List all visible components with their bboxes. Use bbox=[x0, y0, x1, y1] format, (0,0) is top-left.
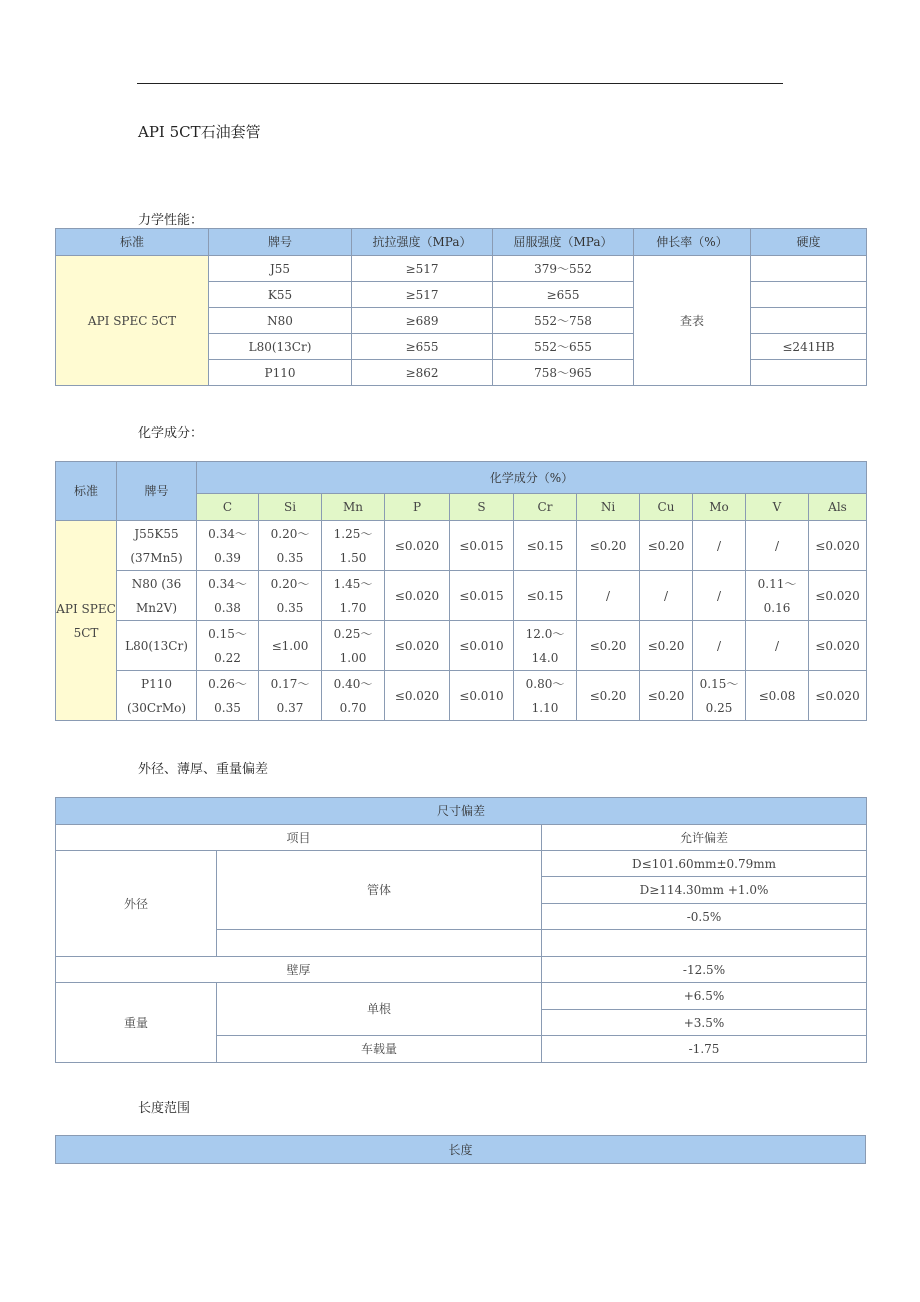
grade-cell: L80(13Cr) bbox=[117, 621, 197, 671]
carload-cell: 车载量 bbox=[217, 1036, 542, 1063]
composition-cell: ≤0.020 bbox=[809, 621, 867, 671]
element-header: C bbox=[197, 494, 259, 521]
section-length: 长度范围 bbox=[138, 1101, 191, 1116]
yield-cell: 552～655 bbox=[493, 334, 634, 360]
composition-cell: / bbox=[693, 621, 746, 671]
tolerance-cell: -12.5% bbox=[542, 957, 867, 983]
composition-cell: 0.15～ 0.22 bbox=[197, 621, 259, 671]
yield-cell: 379～552 bbox=[493, 256, 634, 282]
grade-cell: P110 (30CrMo) bbox=[117, 671, 197, 721]
element-header: Als bbox=[809, 494, 867, 521]
column-header: 牌号 bbox=[117, 462, 197, 521]
grade-cell: K55 bbox=[209, 282, 352, 308]
composition-cell: ≤0.20 bbox=[640, 621, 693, 671]
grade-cell: P110 bbox=[209, 360, 352, 386]
tensile-cell: ≥517 bbox=[352, 256, 493, 282]
composition-cell: ≤0.20 bbox=[640, 521, 693, 571]
yield-cell: 552～758 bbox=[493, 308, 634, 334]
standard-cell: API SPEC 5CT bbox=[56, 256, 209, 386]
column-header: 抗拉强度（MPa） bbox=[352, 229, 493, 256]
composition-cell: ≤0.015 bbox=[450, 521, 514, 571]
grade-cell: N80 (36 Mn2V) bbox=[117, 571, 197, 621]
composition-cell: ≤0.15 bbox=[514, 571, 577, 621]
column-header: 屈服强度（MPa） bbox=[493, 229, 634, 256]
standard-cell: API SPEC 5CT bbox=[56, 521, 117, 721]
composition-cell: ≤0.020 bbox=[385, 571, 450, 621]
table-row bbox=[56, 621, 867, 671]
column-header: 标准 bbox=[56, 229, 209, 256]
element-header: Si bbox=[259, 494, 322, 521]
element-header: Cu bbox=[640, 494, 693, 521]
composition-cell: / bbox=[693, 521, 746, 571]
table-title: 尺寸偏差 bbox=[56, 798, 867, 825]
composition-cell: ≤0.20 bbox=[577, 521, 640, 571]
composition-cell: 0.15～ 0.25 bbox=[693, 671, 746, 721]
pipe-body-cell: 管体 bbox=[217, 851, 542, 930]
wall-thickness-cell: 壁厚 bbox=[56, 957, 542, 983]
length-header: 长度 bbox=[56, 1136, 866, 1164]
column-header: 化学成分（%） bbox=[197, 462, 867, 494]
empty-cell bbox=[217, 930, 542, 957]
composition-cell: / bbox=[746, 521, 809, 571]
tolerance-cell: D≤101.60mm±0.79mm bbox=[542, 851, 867, 877]
composition-cell: ≤0.020 bbox=[385, 521, 450, 571]
table-row bbox=[56, 798, 867, 825]
composition-cell: ≤0.20 bbox=[640, 671, 693, 721]
table-row bbox=[56, 983, 867, 1010]
weight-cell: 重量 bbox=[56, 983, 217, 1063]
composition-cell: 0.11～ 0.16 bbox=[746, 571, 809, 621]
chemical-composition-table bbox=[55, 461, 867, 721]
composition-cell: 0.26～ 0.35 bbox=[197, 671, 259, 721]
hardness-cell bbox=[751, 360, 867, 386]
mechanical-properties-table bbox=[55, 228, 867, 386]
top-rule bbox=[137, 83, 783, 84]
column-header: 牌号 bbox=[209, 229, 352, 256]
composition-cell: 1.45～ 1.70 bbox=[322, 571, 385, 621]
table-row bbox=[56, 521, 867, 571]
table-row bbox=[56, 229, 867, 256]
element-header: P bbox=[385, 494, 450, 521]
element-header: V bbox=[746, 494, 809, 521]
table-row bbox=[56, 462, 867, 494]
composition-cell: ≤0.015 bbox=[450, 571, 514, 621]
section-mechanical: 力学性能： bbox=[138, 213, 204, 228]
column-header: 硬度 bbox=[751, 229, 867, 256]
composition-cell: 0.34～ 0.38 bbox=[197, 571, 259, 621]
composition-cell: ≤0.020 bbox=[809, 571, 867, 621]
elongation-cell: 查表 bbox=[634, 256, 751, 386]
table-row bbox=[56, 957, 867, 983]
length-range-table bbox=[55, 1135, 866, 1164]
tensile-cell: ≥517 bbox=[352, 282, 493, 308]
table-row bbox=[56, 825, 867, 851]
element-header: Ni bbox=[577, 494, 640, 521]
hardness-cell bbox=[751, 256, 867, 282]
tolerance-cell: D≥114.30mm +1.0% bbox=[542, 877, 867, 904]
composition-cell: / bbox=[746, 621, 809, 671]
composition-cell: / bbox=[693, 571, 746, 621]
tensile-cell: ≥689 bbox=[352, 308, 493, 334]
tolerance-cell: +3.5% bbox=[542, 1010, 867, 1036]
composition-cell: ≤0.020 bbox=[385, 671, 450, 721]
section-chemical: 化学成分： bbox=[138, 426, 204, 441]
element-header: Mn bbox=[322, 494, 385, 521]
element-header: S bbox=[450, 494, 514, 521]
outer-diameter-cell: 外径 bbox=[56, 851, 217, 957]
composition-cell: ≤0.020 bbox=[809, 671, 867, 721]
composition-cell: / bbox=[577, 571, 640, 621]
composition-cell: 0.80～ 1.10 bbox=[514, 671, 577, 721]
composition-cell: ≤0.20 bbox=[577, 671, 640, 721]
tensile-cell: ≥655 bbox=[352, 334, 493, 360]
grade-cell: L80(13Cr) bbox=[209, 334, 352, 360]
single-length-cell: 单根 bbox=[217, 983, 542, 1036]
composition-cell: / bbox=[640, 571, 693, 621]
tolerance-cell: +6.5% bbox=[542, 983, 867, 1010]
column-header: 项目 bbox=[56, 825, 542, 851]
tensile-cell: ≥862 bbox=[352, 360, 493, 386]
table-row bbox=[56, 571, 867, 621]
composition-cell: ≤0.020 bbox=[385, 621, 450, 671]
composition-cell: 0.17～ 0.37 bbox=[259, 671, 322, 721]
document-title: API 5CT石油套管 bbox=[138, 123, 261, 141]
composition-cell: ≤1.00 bbox=[259, 621, 322, 671]
composition-cell: ≤0.08 bbox=[746, 671, 809, 721]
yield-cell: 758～965 bbox=[493, 360, 634, 386]
table-row bbox=[56, 671, 867, 721]
composition-cell: 0.20～ 0.35 bbox=[259, 521, 322, 571]
section-tolerance: 外径、薄厚、重量偏差 bbox=[138, 762, 269, 777]
element-header: Mo bbox=[693, 494, 746, 521]
composition-cell: 0.25～ 1.00 bbox=[322, 621, 385, 671]
tolerance-cell: -0.5% bbox=[542, 904, 867, 930]
composition-cell: 0.40～ 0.70 bbox=[322, 671, 385, 721]
element-header: Cr bbox=[514, 494, 577, 521]
grade-cell: J55K55 (37Mn5) bbox=[117, 521, 197, 571]
composition-cell: ≤0.020 bbox=[809, 521, 867, 571]
empty-cell bbox=[542, 930, 867, 957]
table-row bbox=[56, 851, 867, 877]
dimension-tolerance-table bbox=[55, 797, 867, 1063]
composition-cell: 1.25～ 1.50 bbox=[322, 521, 385, 571]
hardness-cell bbox=[751, 282, 867, 308]
tolerance-cell: -1.75 bbox=[542, 1036, 867, 1063]
composition-cell: ≤0.010 bbox=[450, 671, 514, 721]
grade-cell: N80 bbox=[209, 308, 352, 334]
composition-cell: ≤0.010 bbox=[450, 621, 514, 671]
composition-cell: ≤0.20 bbox=[577, 621, 640, 671]
column-header: 伸长率（%） bbox=[634, 229, 751, 256]
table-row bbox=[56, 256, 867, 282]
composition-cell: 0.20～ 0.35 bbox=[259, 571, 322, 621]
hardness-cell: ≤241HB bbox=[751, 334, 867, 360]
composition-cell: ≤0.15 bbox=[514, 521, 577, 571]
composition-cell: 12.0～ 14.0 bbox=[514, 621, 577, 671]
column-header: 允许偏差 bbox=[542, 825, 867, 851]
yield-cell: ≥655 bbox=[493, 282, 634, 308]
composition-cell: 0.34～ 0.39 bbox=[197, 521, 259, 571]
hardness-cell bbox=[751, 308, 867, 334]
grade-cell: J55 bbox=[209, 256, 352, 282]
column-header: 标准 bbox=[56, 462, 117, 521]
